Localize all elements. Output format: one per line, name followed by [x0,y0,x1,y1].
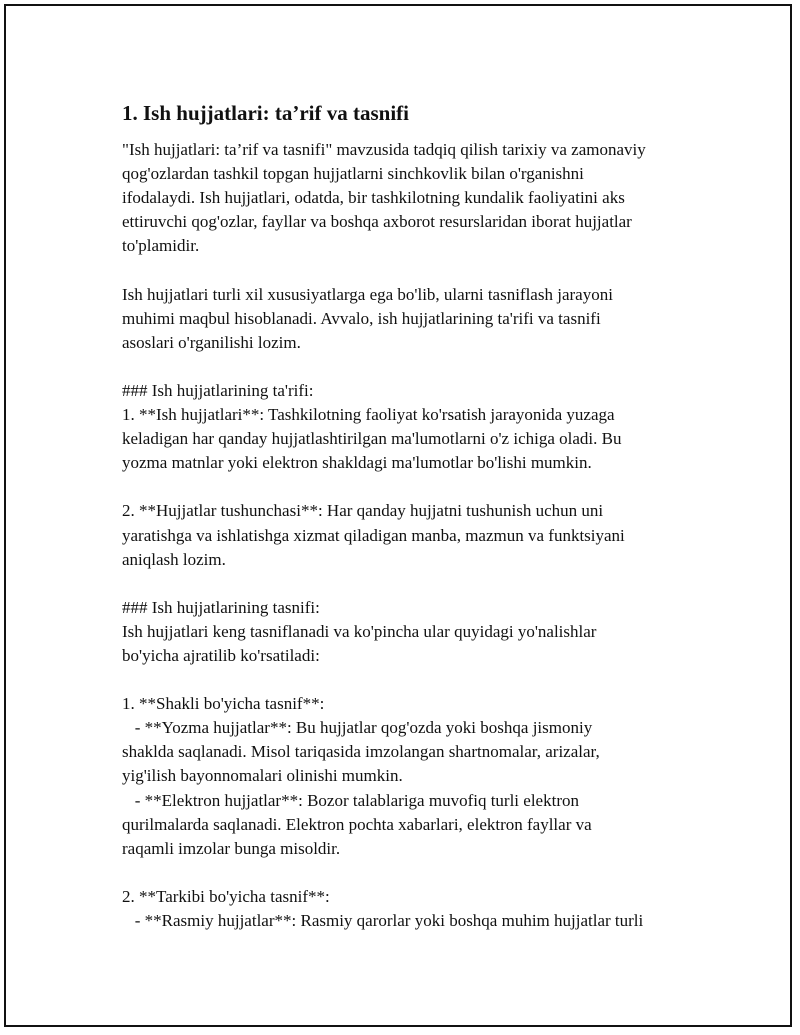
text-line [122,668,722,692]
text-line: qog'ozlardan tashkil topgan hujjatlarni sinchkovlik bilan o'rganishni [122,164,584,184]
text-line [122,572,722,596]
text-line: yaratishga va ishlatishga xizmat qiladigan manba, mazmun va funktsiyani [122,525,625,545]
text-line [122,258,722,282]
text-line: raqamli imzolar bunga misoldir. [122,838,341,858]
text-line: ### Ish hujjatlarining tasnifi: [122,597,320,617]
text-line: 2. **Tarkibi bo'yicha tasnif**: [122,886,330,906]
text-line: aniqlash lozim. [122,549,226,569]
text-line: 2. **Hujjatlar tushunchasi**: Har qanday hujjatni tushunish uchun uni [122,501,604,521]
text-line: qurilmalarda saqlanadi. Elektron pochta xabarlari, elektron fayllar va [122,814,592,834]
text-line: - **Rasmiy hujjatlar**: Rasmiy qarorlar yoki boshqa muhim hujjatlar turli [122,911,644,930]
text-line: 1. **Ish hujjatlari**: Tashkilotning faoliyat ko'rsatish jarayonida yuzaga [122,405,615,425]
text-line: ettiruvchi qog'ozlar, fayllar va boshqa axborot resurslaridan iborat hujjatlar [122,212,632,232]
text-line: shaklda saqlanadi. Misol tariqasida imzolangan shartnomalar, arizalar, [122,742,600,762]
text-line: asoslari o'rganilishi lozim. [122,332,301,352]
text-line: bo'yicha ajratilib ko'rsatiladi: [122,645,320,665]
text-line: 1. **Shakli bo'yicha tasnif**: [122,694,325,714]
text-line [122,861,722,885]
text-line: to'plamidir. [122,236,200,256]
text-line: - **Yozma hujjatlar**: Bu hujjatlar qog'ozda yoki boshqa jismoniy [122,718,593,738]
section-heading: 1. Ish hujjatlari: ta’rif va tasnifi [122,101,409,125]
text-line: Ish hujjatlari turli xil xususiyatlarga ega bo'lib, ularni tasniflash jarayoni [122,284,613,304]
text-line: Ish hujjatlari keng tasniflanadi va ko'pincha ular quyidagi yo'nalishlar [122,621,597,641]
document-page [4,4,792,1027]
text-line [122,475,722,499]
document-body [122,138,722,933]
text-line: yig'ilish bayonnomalari olinishi mumkin. [122,766,403,786]
text-line: keladigan har qanday hujjatlashtirilgan ma'lumotlarni o'z ichiga oladi. Bu [122,429,622,449]
text-line: ### Ish hujjatlarining ta'rifi: [122,380,314,400]
text-line [122,355,722,379]
text-line: ifodalaydi. Ish hujjatlari, odatda, bir tashkilotning kundalik faoliyatini aks [122,188,625,208]
document-content [122,100,722,933]
text-line: - **Elektron hujjatlar**: Bozor talablariga muvofiq turli elektron [122,790,579,810]
text-line: muhimi maqbul hisoblanadi. Avvalo, ish hujjatlarining ta'rifi va tasnifi [122,308,601,328]
text-line: yozma matnlar yoki elektron shakldagi ma'lumotlar bo'lishi mumkin. [122,453,592,473]
text-line: "Ish hujjatlari: ta’rif va tasnifi" mavzusida tadqiq qilish tarixiy va zamonaviy [122,140,646,159]
